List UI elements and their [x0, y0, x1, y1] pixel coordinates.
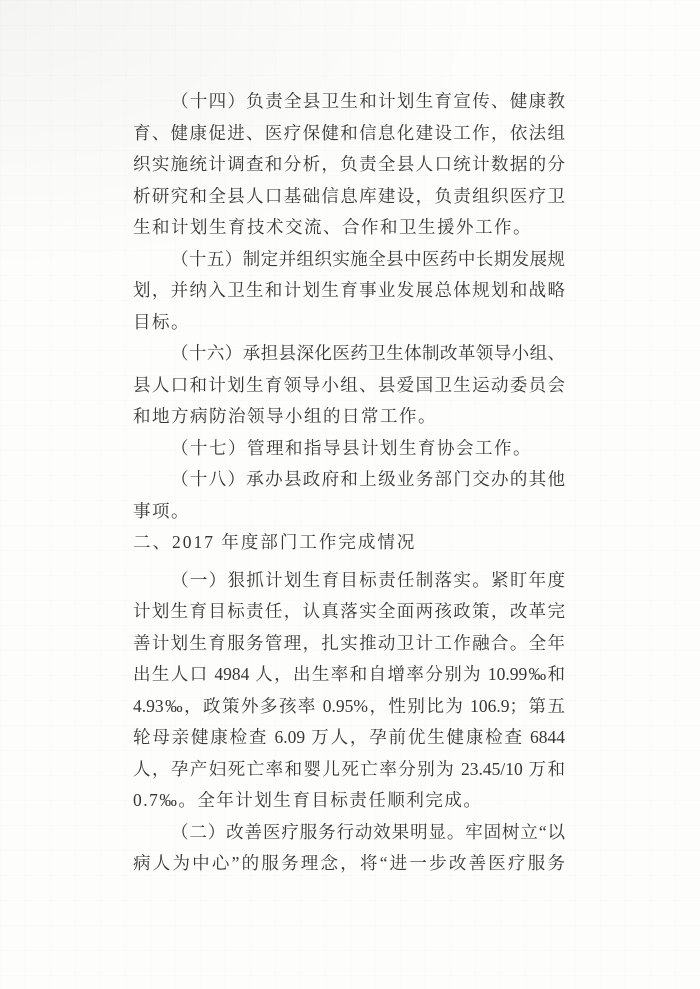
section-heading: 二、2017 年度部门工作完成情况: [133, 532, 417, 552]
text-line: （十七）管理和指导县计划生育协会工作。: [171, 437, 532, 458]
text-line: 病人为中心”的服务理念，将“进一步改善医疗服务: [133, 853, 565, 873]
text-line: 0.7‰。全年计划生育目标责任顺利完成。: [133, 790, 483, 810]
text-line: 和地方病防治领导小组的日常工作。: [133, 406, 437, 426]
text-line: 生和计划生育技术交流、合作和卫生援外工作。: [133, 217, 532, 237]
text-line: 县人口和计划生育领导小组、县爱国卫生运动委员会: [133, 374, 565, 395]
text-line: 目标。: [133, 311, 190, 332]
text-line: 轮母亲健康检查 6.09 万人，孕前优生健康检查 6844: [133, 727, 565, 747]
text-line: 4.93‰，政策外多孩率 0.95%，性别比为 106.9；第五: [133, 695, 565, 716]
text-line: 出生人口 4984 人，出生率和自增率分别为 10.99‰和: [133, 664, 565, 684]
text-line: 育、健康促进、医疗保健和信息化建设工作，依法组: [133, 122, 565, 143]
text-line: 事项。: [133, 500, 190, 521]
text-line: 计划生育目标责任，认真落实全面两孩政策，改革完: [133, 601, 565, 621]
text-line: 析研究和全县人口基础信息库建设，负责组织医疗卫: [133, 185, 565, 206]
document-body: [133, 86, 565, 880]
text-line: 织实施统计调查和分析，负责全县人口统计数据的分: [133, 154, 565, 174]
text-line: （十六）承担县深化医药卫生体制改革领导小组、: [171, 343, 565, 363]
text-line: 善计划生育服务管理，扎实推动卫计工作融合。全年: [133, 632, 565, 653]
text-line: 划，并纳入卫生和计划生育事业发展总体规划和战略: [133, 280, 565, 300]
text-line: （十八）承办县政府和上级业务部门交办的其他: [171, 469, 565, 489]
text-line: （十四）负责全县卫生和计划生育宣传、健康教: [171, 91, 565, 111]
text-line: （二）改善医疗服务行动效果明显。牢固树立“以: [171, 821, 565, 842]
text-line: （十五）制定并组织实施全县中医药中长期发展规: [171, 248, 565, 269]
text-line: （一）狠抓计划生育目标责任制落实。紧盯年度: [171, 569, 565, 590]
text-line: 人，孕产妇死亡率和婴儿死亡率分别为 23.45/10 万和: [133, 758, 565, 779]
